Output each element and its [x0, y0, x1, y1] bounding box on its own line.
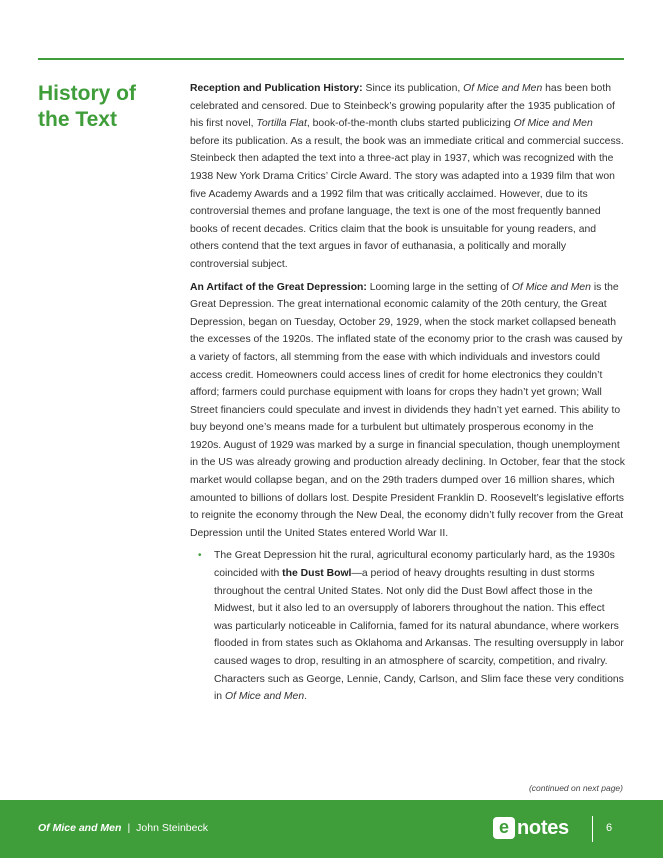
- reception-heading: Reception and Publication History:: [190, 83, 363, 94]
- book-title-italic: Of Mice and Men: [511, 281, 591, 293]
- text-run: is the Great Depression. The great international economic calamity of the 20th century, the Great Depression, began on Tuesday, October 29, 1929, when the stock market collapsed beneath the excesses of the 1920s. The inflated state of the economy prior to the crash was caused by a variety of factors, all stemming from the ease with which individuals and investors could access credit. Homeowners could access lines of credit for home electronics they couldn’t afford; farmers could purchase equipment with loans for crops they hadn’t yet grown; Wall Street financiers could speculate and invest in dividends they hadn’t yet earned. This ability to buy beyond one’s means made for a turbulent but ultimately prosperous economy in the 1920s. August of 1929 was marked by a surge in financial speculation, though unemployment in the US was already growing and production already declining. In October, fear that the stock market would collapse began, and on the 29th traders dumped over 16 million shares, which amounted to billions of dollars lost. Despite President Franklin D. Roosevelt’s legislative efforts to reignite the economy through the New Deal, the economy didn’t fully recover from the Great Depression until the United States entered World War II.: [190, 281, 625, 539]
- text-run: —a period of heavy droughts resulting in dust storms throughout the central United States. Not only did the Dust Bowl affect those in the Midwest, but it also led to an oversupply of laborers throughout the nation. This effect was particularly noticeable in California, famed for its natural abundance, where workers flooded in from states such as Oklahoma and Arkansas. The resulting oversupply in labor caused wages to drop, resulting in an atmosphere of scarcity, competition, and rivalry. Characters such as George, Lennie, Candy, Carlson, and Slim face these very conditions in: [214, 568, 624, 703]
- bullet-icon: •: [198, 550, 202, 562]
- enotes-wordmark: notes: [517, 816, 569, 839]
- depression-paragraph: [190, 279, 625, 543]
- section-title: History of the Text: [38, 82, 137, 131]
- depression-heading: An Artifact of the Great Depression:: [190, 281, 367, 293]
- book-title-italic: Tortilla Flat: [256, 118, 307, 130]
- page-number: 6: [606, 822, 613, 834]
- footer-bar: [0, 800, 663, 858]
- text-run: before its publication. As a result, the book was an immediate critical and commercial success. Steinbeck then adapted the text into a three-act play in 1937, which was recognized with the 1938 New York Drama Critics’ Circle Award. The story was adapted into a 1939 film that won five Academy Awards and a 1992 film that was critically acclaimed. However, due to its controversial themes and profane language, the text is one of the most frequently banned books of recent decades. Critics claim that the book is unsuitable for young readers, and others contend that the text argues in favor of euthanasia, a politically and morally controversial subject.: [190, 135, 624, 270]
- footer-divider: [592, 816, 593, 842]
- enotes-e-icon: e: [493, 817, 515, 839]
- continued-note: (continued on next page): [528, 783, 623, 793]
- main-content: [190, 80, 625, 706]
- list-item: [198, 547, 625, 705]
- text-run: , book-of-the-month clubs started publicizing: [306, 118, 514, 130]
- dust-bowl-bold: the Dust Bowl: [282, 568, 352, 580]
- text-run: Looming large in the setting of: [366, 281, 512, 293]
- book-title-italic: Of Mice and Men: [224, 691, 305, 703]
- footer-book-title: Of Mice and Men: [38, 822, 122, 834]
- book-title-italic: Of Mice and Men: [463, 83, 543, 94]
- text-run: The Great Depression hit the rural, agricultural economy particularly hard, as the 1930s coincided with: [214, 550, 615, 580]
- text-run: Since its publication,: [362, 83, 464, 94]
- bullet-list: [190, 547, 625, 705]
- reception-paragraph: [190, 80, 625, 274]
- footer-separator: |: [127, 822, 131, 834]
- text-run: .: [304, 691, 307, 703]
- footer-author: John Steinbeck: [136, 822, 208, 834]
- enotes-logo[interactable]: [493, 816, 569, 840]
- book-title-italic: Of Mice and Men: [513, 118, 593, 130]
- top-divider: [38, 58, 624, 60]
- text-run: has been both celebrated and censored. Due to Steinbeck’s growing popularity after the 1935 publication of his first novel,: [190, 83, 615, 130]
- footer-book-info: [38, 822, 208, 834]
